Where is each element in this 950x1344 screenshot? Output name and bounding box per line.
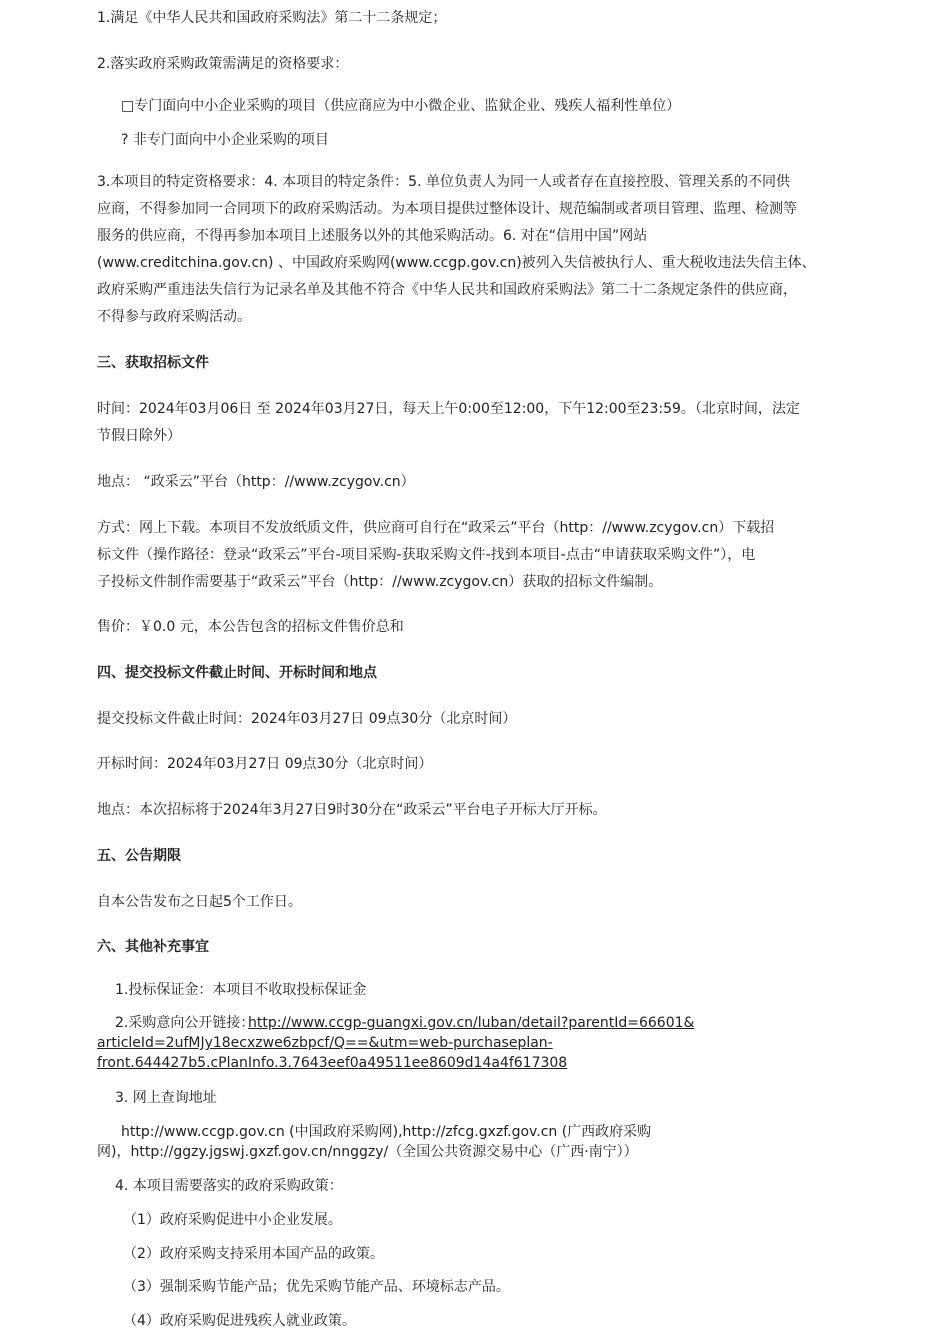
policy-item: （2）政府采购支持采用本国产品的政策。 <box>123 1246 384 1262</box>
section-3-price: 售价：￥0.0 元，本公告包含的招标文件售价总和 <box>97 619 404 635</box>
section-5-heading: 五、公告期限 <box>97 848 181 864</box>
qualification-item-3-line: 应商，不得参加同一合同项下的政府采购活动。为本项目提供过整体设计、规范编制或者项目管理、监理、检测等 <box>97 201 797 217</box>
purchase-intent-label: 2.采购意向公开链接： <box>115 1015 255 1031</box>
online-query-line: 网)，http://ggzy.jgswj.gxzf.gov.cn/nnggzy/（全国公共资源交易中心（广西·南宁）） <box>97 1144 638 1160</box>
option-non-sme-projects: ? 非专门面向中小企业采购的项目 <box>121 132 329 148</box>
qualification-item-3-line: 不得参与政府采购活动。 <box>97 309 251 325</box>
section-6-heading: 六、其他补充事宜 <box>97 939 209 955</box>
section-3-method-line: 方式：网上下载。本项目不发放纸质文件，供应商可自行在“政采云”平台（http：//www.zcygov.cn）下载招 <box>97 520 775 536</box>
section-3-method-line: 子投标文件制作需要基于“政采云”平台（http：//www.zcygov.cn）获取的招标文件编制。 <box>97 574 663 590</box>
section-3-heading: 三、获取招标文件 <box>97 355 209 371</box>
section-3-time-line: 节假日除外） <box>97 428 181 444</box>
purchase-intent-link[interactable]: front.644427b5.cPlanInfo.3.7643eef0a49511ee8609d14a4f617308 <box>97 1055 568 1071</box>
qualification-item-3-line: 3.本项目的特定资格要求：4. 本项目的特定条件：5. 单位负责人为同一人或者存在直接控股、管理关系的不同供 <box>97 174 790 190</box>
qualification-item-3-line: 服务的供应商，不得再参加本项目上述服务以外的其他采购活动。6. 对在“信用中国”网站 <box>97 228 648 244</box>
option-sme-projects: □专门面向中小企业采购的项目（供应商应为中小微企业、监狱企业、残疾人福利性单位） <box>121 98 681 114</box>
bid-deposit: 1.投标保证金：本项目不收取投标保证金 <box>115 982 367 998</box>
purchase-intent-link[interactable]: articleId=2ufMJy18ecxzwe6zbpcf/Q==&utm=web-purchaseplan- <box>97 1035 553 1051</box>
section-3-method-line: 标文件（操作路径：登录“政采云”平台-项目采购-获取采购文件-找到本项目-点击“申请获取采购文件”），电 <box>97 547 756 563</box>
qualification-item-3-line: (www.creditchina.gov.cn) 、中国政府采购网(www.ccgp.gov.cn)被列入失信被执行人、重大税收违法失信主体、 <box>97 255 816 271</box>
policy-heading: 4. 本项目需要落实的政府采购政策： <box>115 1178 343 1194</box>
policy-item: （4）政府采购促进残疾人就业政策。 <box>123 1313 356 1329</box>
online-query-heading: 3. 网上查询地址 <box>115 1090 217 1106</box>
qualification-item-3-line: 政府采购严重违法失信行为记录名单及其他不符合《中华人民共和国政府采购法》第二十二条规定条件的供应商， <box>97 282 797 298</box>
purchase-intent-link[interactable]: http://www.ccgp-guangxi.gov.cn/luban/detail?parentId=66601& <box>248 1015 695 1031</box>
section-4-heading: 四、提交投标文件截止时间、开标时间和地点 <box>97 665 377 681</box>
announcement-period: 自本公告发布之日起5个工作日。 <box>97 894 302 910</box>
qualification-item-2: 2.落实政府采购政策需满足的资格要求： <box>97 56 349 72</box>
section-3-place: 地点： “政采云”平台（http：//www.zcygov.cn） <box>97 474 415 490</box>
bid-deadline: 提交投标文件截止时间：2024年03月27日 09点30分（北京时间） <box>97 711 517 727</box>
bid-opening-place: 地点：本次招标将于2024年3月27日9时30分在“政采云”平台电子开标大厅开标。 <box>97 802 607 818</box>
bid-opening-time: 开标时间：2024年03月27日 09点30分（北京时间） <box>97 756 433 772</box>
policy-item: （3）强制采购节能产品；优先采购节能产品、环境标志产品。 <box>123 1279 510 1295</box>
qualification-item-1: 1.满足《中华人民共和国政府采购法》第二十二条规定； <box>97 10 447 26</box>
online-query-line: http://www.ccgp.gov.cn (中国政府采购网),http://zfcg.gxzf.gov.cn (广西政府采购 <box>121 1124 652 1140</box>
section-3-time-line: 时间：2024年03月06日 至 2024年03月27日，每天上午0:00至12:00，下午12:00至23:59。（北京时间，法定 <box>97 401 800 417</box>
policy-item: （1）政府采购促进中小企业发展。 <box>123 1212 342 1228</box>
